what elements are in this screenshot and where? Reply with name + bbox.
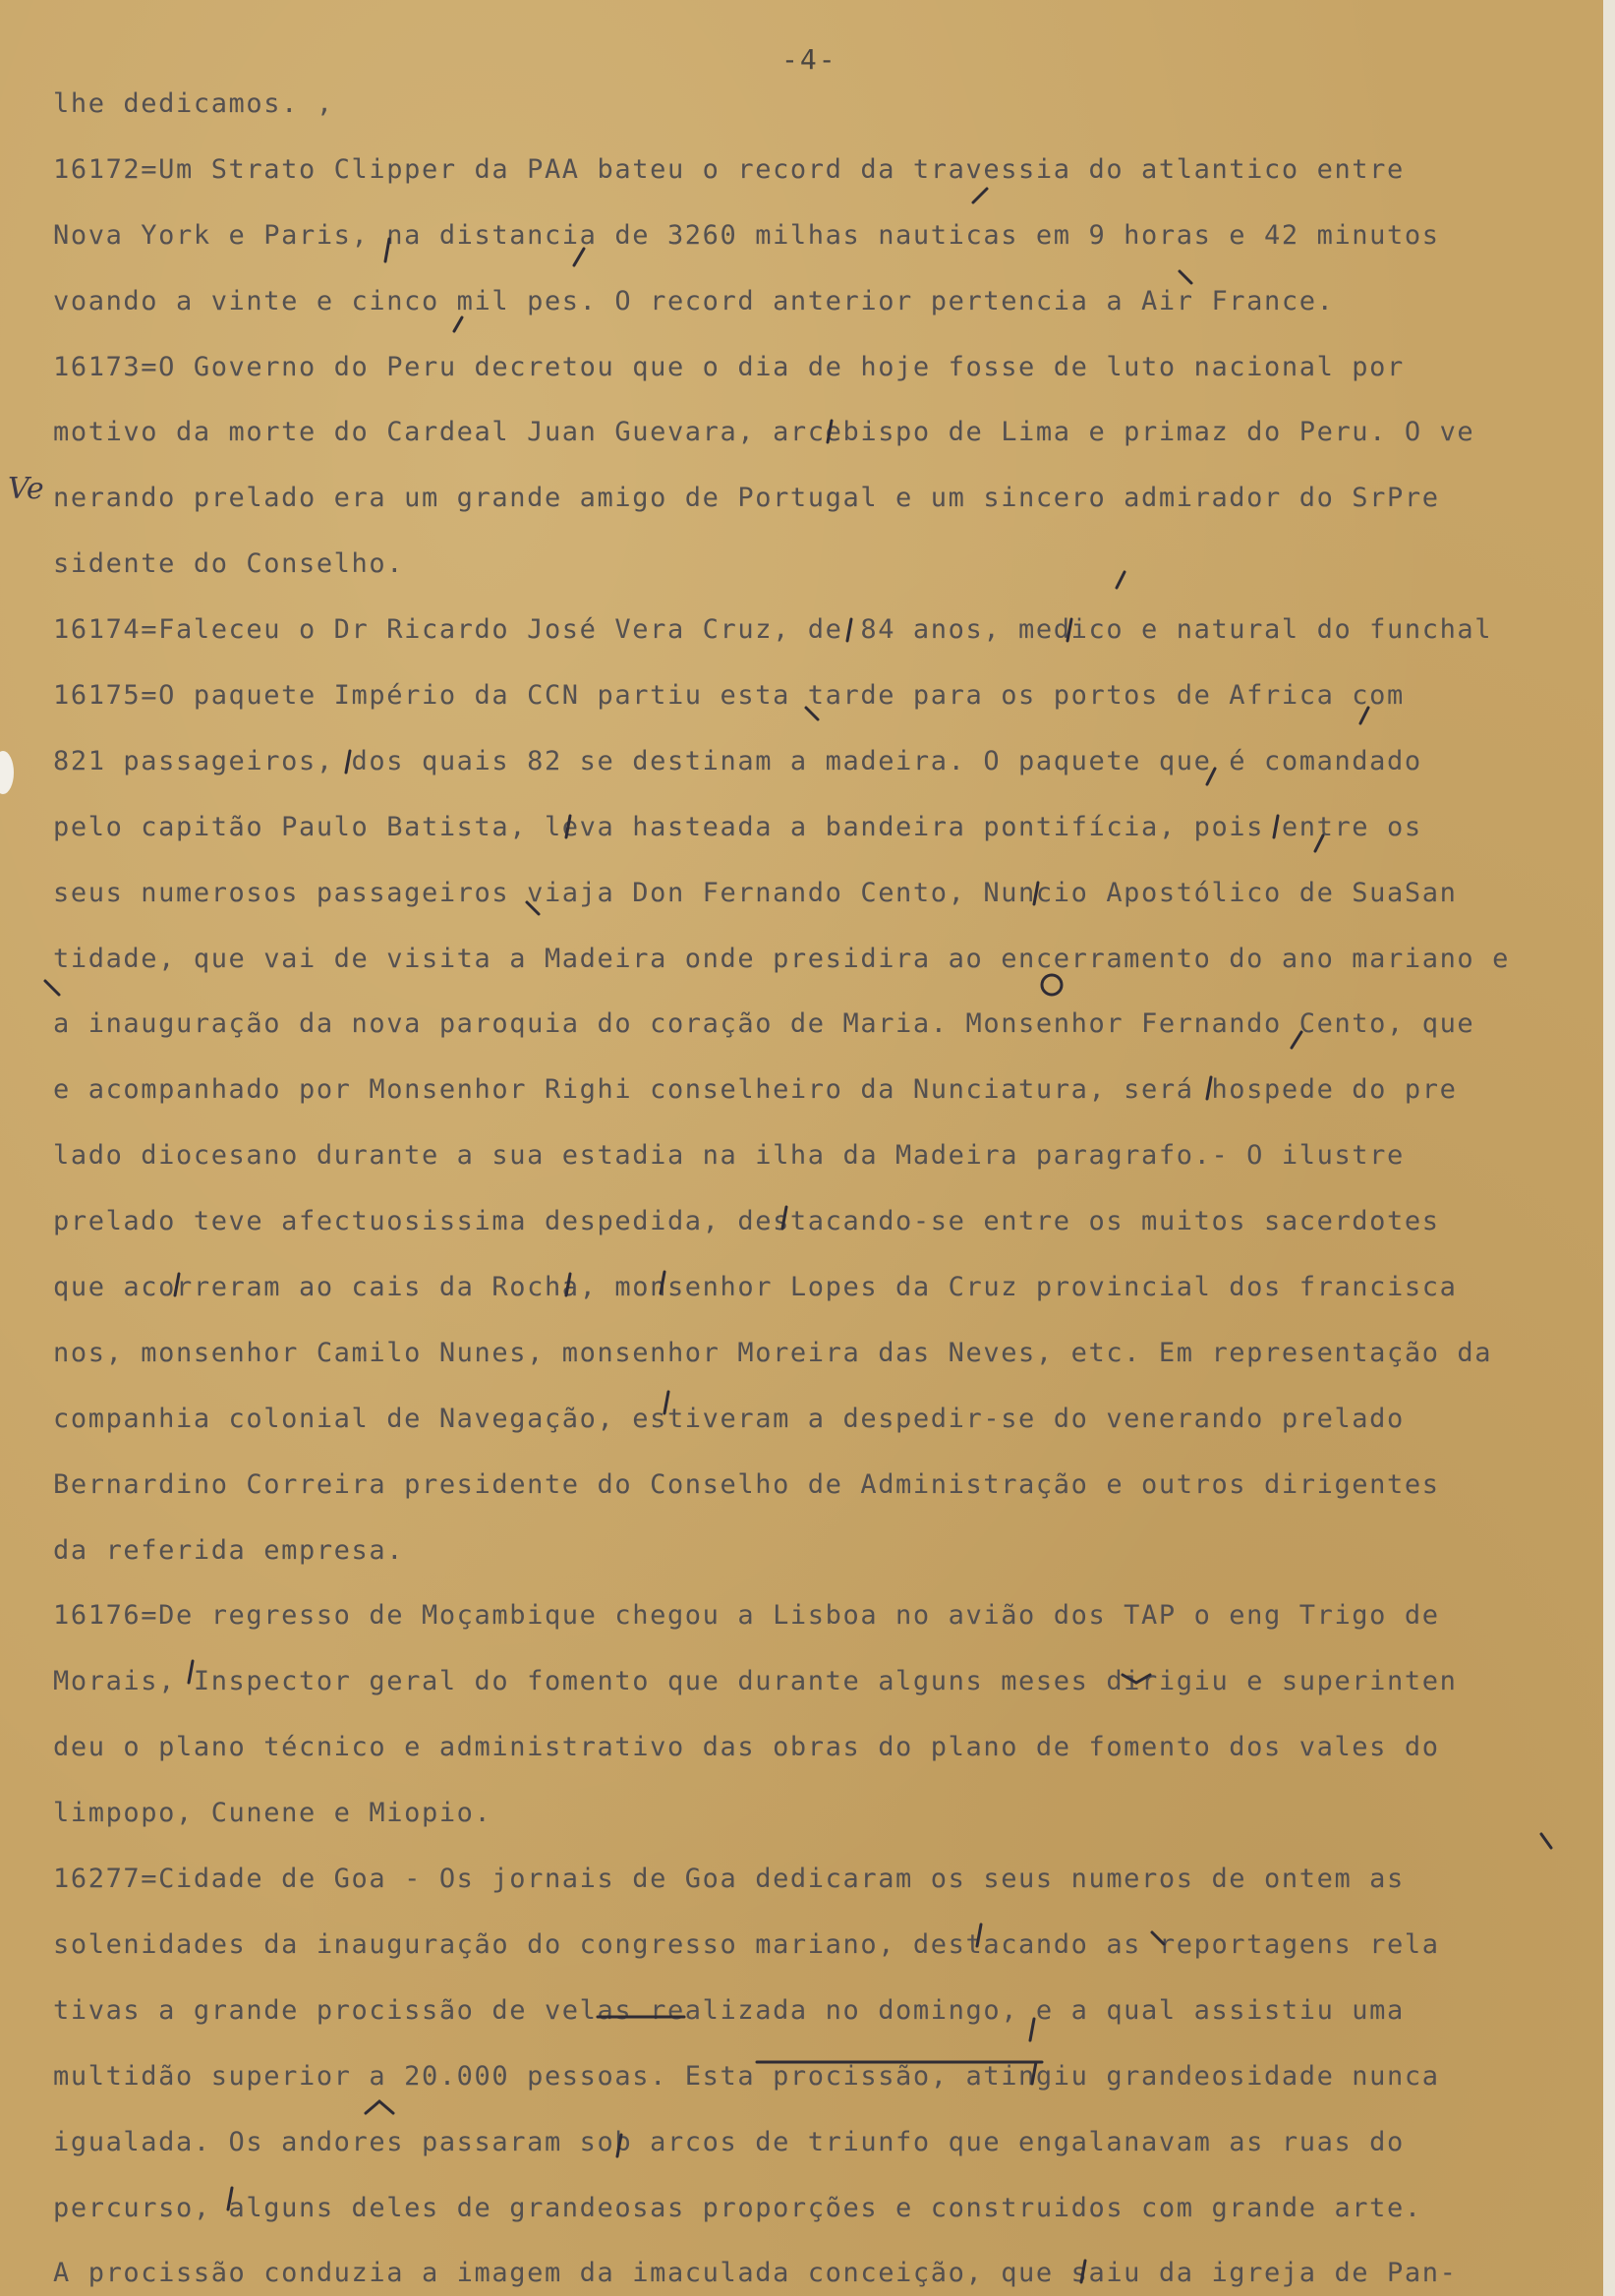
text-line: solenidades da inauguração do congresso mariano, destacando as reportagens rela xyxy=(53,1928,1440,1960)
text-line: seus numerosos passageiros viaja Don Fernando Cento, Nuncio Apostólico de SuaSan xyxy=(53,877,1458,908)
text-line: motivo da morte do Cardeal Juan Guevara, arcebispo de Lima e primaz do Peru. O ve xyxy=(53,417,1475,448)
page-number: -4- xyxy=(781,43,837,76)
text-line: 16172=Um Strato Clipper da PAA bateu o record da travessia do atlantico entre xyxy=(53,153,1405,185)
text-line: Bernardino Correira presidente do Conselho de Administração e outros dirigentes xyxy=(53,1468,1440,1500)
text-line: companhia colonial de Navegação, estiveram a despedir-se do venerando prelado xyxy=(53,1403,1405,1434)
text-line: deu o plano técnico e administrativo das obras do plano de fomento dos vales do xyxy=(53,1732,1440,1763)
text-line: percurso, alguns deles de grandeosas proporções e construidos com grande arte. xyxy=(53,2192,1422,2223)
text-line: 16175=O paquete Império da CCN partiu esta tarde para os portos de Africa com xyxy=(53,680,1405,712)
punch-hole xyxy=(0,751,14,794)
handwritten-margin-note: Ve xyxy=(8,472,44,506)
text-line: nerando prelado era um grande amigo de Portugal e um sincero admirador do SrPre xyxy=(53,483,1440,514)
text-line: voando a vinte e cinco mil pes. O record anterior pertencia a Air France. xyxy=(53,285,1335,316)
text-line: sidente do Conselho. xyxy=(53,548,405,580)
text-line: lado diocesano durante a sua estadia na ilha da Madeira paragrafo.- O ilustre xyxy=(53,1140,1405,1172)
text-line: da referida empresa. xyxy=(53,1534,405,1566)
text-line: a inauguração da nova paroquia do coração de Maria. Monsenhor Fernando Cento, que xyxy=(53,1008,1475,1040)
text-line: multidão superior a 20.000 pessoas. Esta procissão, atingiu grandeosidade nunca xyxy=(53,2060,1440,2092)
text-line: 821 passageiros, dos quais 82 se destinam a madeira. O paquete que é comandado xyxy=(53,745,1422,776)
text-line: pelo capitão Paulo Batista, leva hasteada a bandeira pontifícia, pois entre os xyxy=(53,811,1422,842)
text-line: nos, monsenhor Camilo Nunes, monsenhor Moreira das Neves, etc. Em representação da xyxy=(53,1337,1493,1368)
text-line: Morais, Inspector geral do fomento que durante alguns meses dirigiu e superinten xyxy=(53,1666,1458,1697)
text-line: limpopo, Cunene e Miopio. xyxy=(53,1798,492,1829)
text-line: e acompanhado por Monsenhor Righi conselheiro da Nunciatura, será hospede do pre xyxy=(53,1074,1458,1106)
text-line: 16176=De regresso de Moçambique chegou a Lisboa no avião dos TAP o eng Trigo de xyxy=(53,1600,1440,1632)
text-line: igualada. Os andores passaram sob arcos de triunfo que engalanavam as ruas do xyxy=(53,2126,1405,2157)
scan-edge xyxy=(1603,0,1615,2296)
text-line: Nova York e Paris, na distancia de 3260 milhas nauticas em 9 horas e 42 minutos xyxy=(53,219,1440,251)
text-line: lhe dedicamos. , xyxy=(53,88,334,119)
text-line: prelado teve afectuosissima despedida, destacando-se entre os muitos sacerdotes xyxy=(53,1206,1440,1237)
text-line: que acorreram ao cais da Rocha, monsenhor Lopes da Cruz provincial dos francisca xyxy=(53,1272,1458,1303)
text-line: 16277=Cidade de Goa - Os jornais de Goa dedicaram os seus numeros de ontem as xyxy=(53,1864,1405,1895)
text-line: tivas a grande procissão de velas realizada no domingo, e a qual assistiu uma xyxy=(53,1994,1405,2026)
text-line: A procissão conduzia a imagem da imaculada conceição, que saiu da igreja de Pan- xyxy=(53,2258,1458,2289)
text-line: 16174=Faleceu o Dr Ricardo José Vera Cruz, de 84 anos, medico e natural do funchal xyxy=(53,614,1493,646)
text-line: tidade, que vai de visita a Madeira onde presidira ao encerramento do ano mariano e xyxy=(53,943,1510,974)
text-line: 16173=O Governo do Peru decretou que o dia de hoje fosse de luto nacional por xyxy=(53,351,1405,382)
typed-text-block xyxy=(53,72,1586,2296)
